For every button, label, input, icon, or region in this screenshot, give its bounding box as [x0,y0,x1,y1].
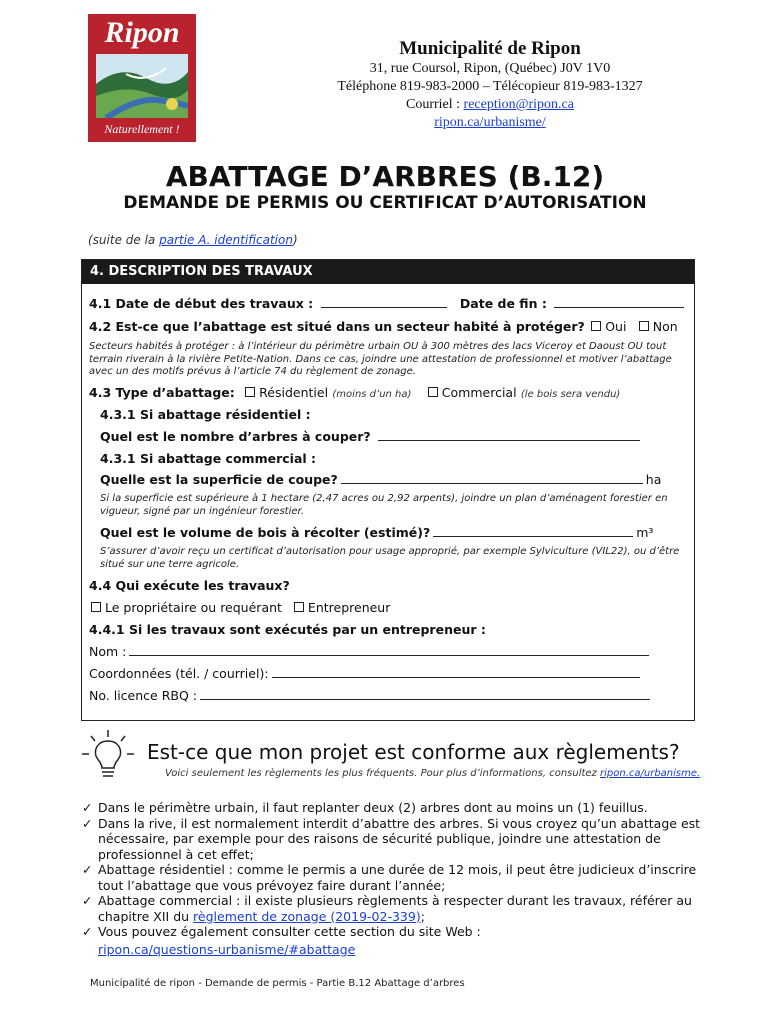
page-footer: Municipalité de ripon - Demande de permis - Partie B.12 Abattage d’arbres [90,978,465,989]
page-title: ABATTAGE D’ARBRES (B.12) [165,160,605,193]
rbq-row [89,688,653,703]
contractor-checkbox[interactable] [294,602,304,612]
end-date-label: Date de fin : [459,296,547,311]
rules-list [82,800,722,957]
oui-checkbox[interactable] [591,321,601,331]
volume-note: S’assurer d’avoir reçu un certificat d’autorisation pour usage approprié, par exemple Sylviculture (VIL22), ou d’être situé sur une terre agricole. [100,546,680,570]
list-item [82,862,722,893]
residentiel-label: Résidentiel [259,385,329,400]
contractor-heading: 4.4.1 Si les travaux sont exécutés par un entrepreneur : [89,622,486,637]
rule-text: Dans la rive, il est normalement interdit d’abattre des arbres. Si vous croyez qu’un abattage est nécessaire, par exemple pour des raisons de sécurité publique, joindre une attestation de professionnel à cet effet; [98,815,701,862]
volume-field[interactable] [433,535,633,537]
rule-text: Abattage résidentiel : comme le permis a une durée de 12 mois, il peut être judicieux d’inscrire tout l’abattage que vous prévoyez faire durant l’année; [98,862,697,893]
urbanisme-link[interactable]: ripon.ca/urbanisme. [600,768,701,779]
org-address: 31, rue Coursol, Ripon, (Québec) J0V 1V0 [369,61,611,76]
lightbulb-icon [80,728,136,784]
contractor-contact-field[interactable] [272,676,640,678]
rule-text-part: Abattage commercial : il existe plusieurs règlements à respecter durant les travaux, référer au chapitre XII du [98,893,692,924]
tip-subtitle [165,768,700,779]
logo-tagline: Naturellement ! [104,122,180,136]
checkmark-icon: ✓ [82,815,93,831]
protected-sector-row [89,319,678,334]
org-name: Municipalité de Ripon [399,38,581,59]
area-unit: ha [645,472,662,487]
contractor-name-label: Nom : [89,644,127,659]
continuation-prefix: (suite de la [88,233,160,247]
volume-row [100,525,653,540]
logo-title: Ripon [104,16,180,49]
commercial-note: (le bois sera vendu) [520,389,621,400]
section-4-box [81,259,695,721]
contractor-name-row [89,644,652,659]
list-item [82,816,722,863]
email-link[interactable]: reception@ripon.ca [463,97,574,112]
owner-checkbox[interactable] [91,602,101,612]
checkmark-icon: ✓ [82,893,93,908]
zoning-bylaw-link[interactable]: règlement de zonage (2019-02-339) [193,908,421,924]
volume-label: Quel est le volume de bois à récolter (estimé)? [100,525,431,540]
start-date-row [89,296,687,311]
commercial-heading: 4.3.1 Si abattage commercial : [100,451,317,466]
tree-count-label: Quel est le nombre d’arbres à couper? [100,429,371,444]
rule-text: Dans le périmètre urbain, il faut replanter deux (2) arbres dont au moins un (1) feuillus. [98,800,648,815]
checkmark-icon: ✓ [82,800,93,815]
rule-text [98,893,722,924]
contractor-name-field[interactable] [129,654,649,656]
owner-label: Le propriétaire ou requérant [105,600,282,615]
who-heading: 4.4 Qui exécute les travaux? [89,578,290,593]
tip-subtitle-text: Voici seulement les règlements les plus fréquents. Pour plus d’informations, consultez [165,768,600,779]
checkmark-icon: ✓ [82,862,93,877]
protected-sector-note: Secteurs habités à protéger : à l’intérieur du périmètre urbain OU à 300 mètres des lacs Viceroy et Daoust OU tout terrain riverain à la rivière Petite-Nation. Dans ce cas, joindre une attestation de professionnel et motiver l’abattage avec un des motifs prévus à l’article 74 du règlement de zonage. [89,341,672,377]
part-a-link[interactable]: partie A. identification [159,233,293,247]
area-row [100,472,661,487]
area-note: Si la superficie est supérieure à 1 hectare (2,47 acres ou 2,92 arpents), joindre un plan d’aménagent forestier en vigueur, signé par un ingénieur forestier. [100,493,668,517]
list-item [82,893,722,924]
questions-urbanisme-link[interactable]: ripon.ca/questions-urbanisme/#abattage [98,941,356,957]
start-date-field[interactable] [321,306,447,308]
landscape-icon [96,54,188,118]
municipal-logo [88,14,196,142]
contractor-label: Entrepreneur [307,600,391,615]
rule-text-suffix: ; [420,908,425,924]
residentiel-checkbox[interactable] [245,387,255,397]
org-phone: Téléphone 819-983-2000 – Télécopieur 819-983-1327 [337,79,643,94]
residentiel-note: (moins d’un ha) [332,389,412,400]
non-checkbox[interactable] [639,321,649,331]
type-row [89,385,620,400]
commercial-checkbox[interactable] [428,387,438,397]
end-date-field[interactable] [554,306,684,308]
tree-count-field[interactable] [378,439,640,441]
oui-label: Oui [605,319,627,334]
email-label: Courriel : [405,97,464,112]
rule-text: Vous pouvez également consulter cette section du site Web : [98,924,481,939]
who-options [89,600,390,615]
website-section-line [82,942,722,958]
page-subtitle: DEMANDE DE PERMIS OU CERTIFICAT D’AUTORISATION [123,193,647,213]
rbq-label: No. licence RBQ : [89,688,197,703]
contractor-contact-row [89,666,643,681]
org-website-line [300,115,680,131]
area-label: Quelle est la superficie de coupe? [100,472,338,487]
contractor-contact-label: Coordonnées (tél. / courriel): [89,666,269,681]
checkmark-icon: ✓ [82,924,93,939]
non-label: Non [652,319,678,334]
type-label: 4.3 Type d’abattage: [89,385,235,400]
section-4-header: 4. DESCRIPTION DES TRAVAUX [82,260,694,284]
website-link[interactable]: ripon.ca/urbanisme/ [434,115,546,130]
list-item [82,924,722,940]
continuation-suffix: ) [292,233,298,247]
protected-sector-question: 4.2 Est-ce que l’abattage est situé dans un secteur habité à protéger? [89,319,585,334]
commercial-label: Commercial [441,385,517,400]
start-date-label: 4.1 Date de début des travaux : [89,296,314,311]
volume-unit: m³ [636,525,654,540]
org-email-line [300,97,680,113]
rbq-field[interactable] [200,698,650,700]
area-field[interactable] [341,482,643,484]
residential-heading: 4.3.1 Si abattage résidentiel : [100,407,311,422]
tip-title: Est-ce que mon projet est conforme aux règlements? [147,740,680,764]
list-item [82,800,722,816]
tree-count-row [100,429,643,444]
continuation-note [88,233,298,247]
